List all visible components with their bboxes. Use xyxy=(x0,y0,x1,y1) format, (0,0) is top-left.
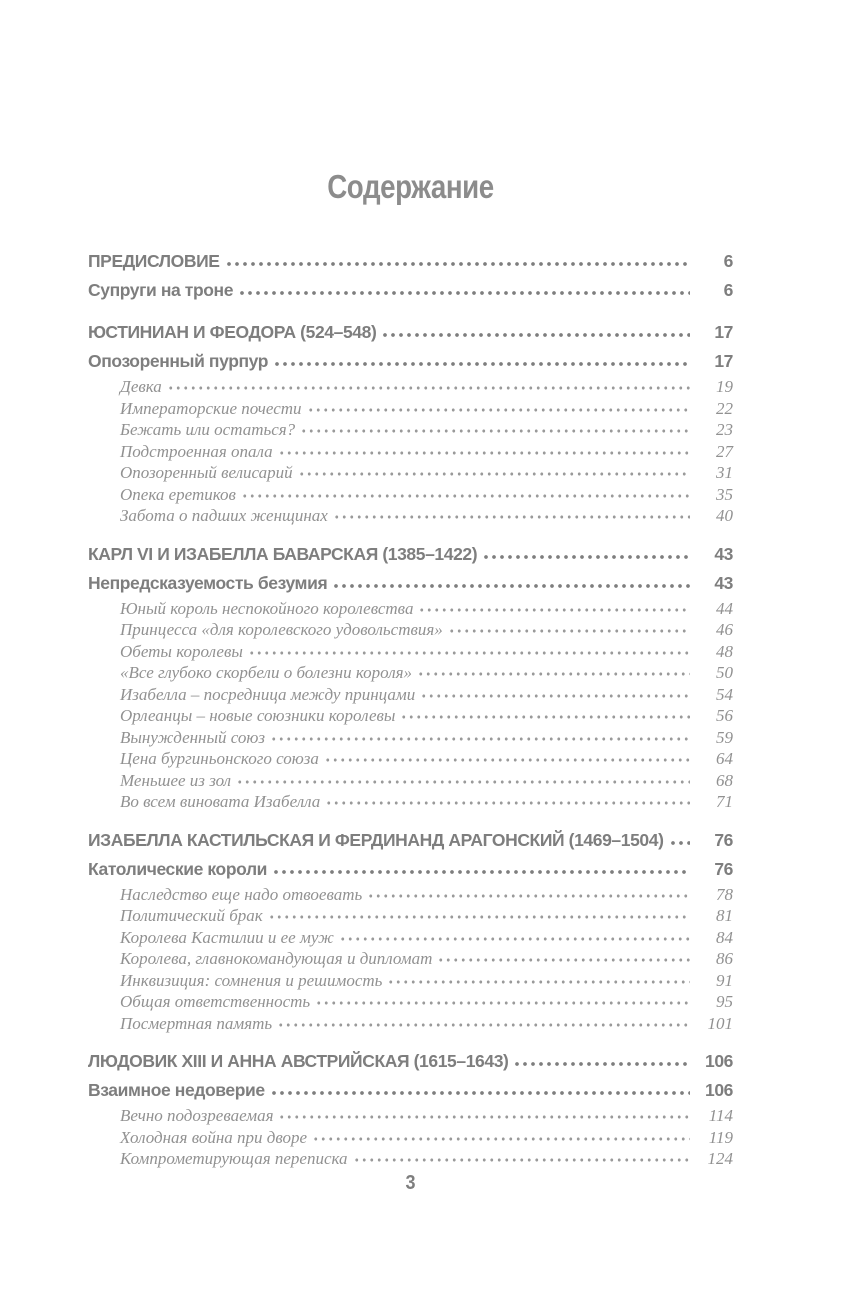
toc-entry xyxy=(88,855,733,884)
toc-entry xyxy=(88,347,733,376)
dot-leader xyxy=(669,826,690,855)
toc-entry xyxy=(88,619,733,641)
toc-entry-page: 23 xyxy=(716,420,733,439)
toc-entry xyxy=(88,598,733,620)
dot-leader xyxy=(387,970,690,992)
toc-entry-page: 95 xyxy=(716,992,733,1011)
dot-leader xyxy=(278,1105,690,1127)
dot-leader xyxy=(367,884,690,906)
toc-entry xyxy=(88,905,733,927)
toc-entry xyxy=(88,662,733,684)
toc-entry-label: Подстроенная опала xyxy=(120,441,273,461)
dot-leader xyxy=(268,905,690,927)
toc-entry-page: 17 xyxy=(714,322,733,342)
toc-entry-page: 124 xyxy=(707,1149,733,1168)
toc-entry-label: Бежать или остаться? xyxy=(120,420,296,439)
toc-entry-page: 119 xyxy=(708,1127,733,1147)
toc-group xyxy=(88,318,733,527)
dot-leader xyxy=(333,505,690,527)
toc-entry xyxy=(88,419,733,441)
toc-entry-label: Политический брак xyxy=(120,906,263,925)
dot-leader xyxy=(298,462,690,484)
dot-leader xyxy=(482,540,690,569)
toc-entry-label: Общая ответственность xyxy=(120,992,311,1011)
dot-leader xyxy=(418,598,690,620)
toc-entry-label: Обеты королевы xyxy=(120,641,243,661)
toc-entry xyxy=(88,1047,733,1076)
dot-leader xyxy=(513,1047,690,1076)
dot-leader xyxy=(437,948,690,970)
toc-entry-label: ЮСТИНИАН И ФЕОДОРА (524–548) xyxy=(88,322,377,342)
dot-leader xyxy=(278,441,690,463)
dot-leader xyxy=(277,1013,690,1035)
toc-entry-label: «Все глубоко скорбели о болезни короля» xyxy=(120,663,413,682)
page-number: 3 xyxy=(405,1172,416,1194)
dot-leader xyxy=(270,1076,690,1105)
toc-entry-page: 43 xyxy=(714,543,733,564)
toc-entry-label: Во всем виновата Изабелла xyxy=(120,792,321,811)
toc-entry-page: 43 xyxy=(714,572,733,593)
toc-entry-label: Инквизиция: сомнения и решимость xyxy=(120,970,383,990)
toc-entry-page: 114 xyxy=(708,1106,733,1125)
toc-entry xyxy=(88,748,733,770)
toc-entry xyxy=(88,1105,733,1127)
toc-entry-page: 84 xyxy=(716,927,733,947)
toc-entry-label: Компрометирующая переписка xyxy=(120,1149,348,1168)
dot-leader xyxy=(307,398,690,420)
dot-leader xyxy=(400,705,690,727)
toc-entry-label: ПРЕДИСЛОВИЕ xyxy=(88,251,220,271)
dot-leader xyxy=(225,247,690,276)
toc-entry xyxy=(88,247,733,276)
toc-entry xyxy=(88,441,733,463)
toc-group xyxy=(88,826,733,1035)
toc-entry xyxy=(88,1013,733,1035)
toc-entry-page: 86 xyxy=(716,949,733,968)
toc-entry xyxy=(88,970,733,992)
dot-leader xyxy=(272,855,690,884)
toc-entry-page: 19 xyxy=(716,377,733,396)
toc-entry xyxy=(88,1127,733,1149)
toc-entry xyxy=(88,826,733,855)
dot-leader xyxy=(241,484,690,506)
toc-entry-page: 76 xyxy=(714,829,733,850)
toc-entry-page: 76 xyxy=(714,858,733,879)
toc-entry-page: 46 xyxy=(716,620,733,639)
toc-entry-label: Супруги на троне xyxy=(88,280,234,300)
toc-entry-label: Юный король неспокойного королевства xyxy=(120,598,414,618)
toc-entry-label: Опозоренный велисарий xyxy=(120,463,293,482)
toc-entry-label: Королева Кастилии и ее муж xyxy=(120,927,334,947)
toc-entry-label: Меньшее из зол xyxy=(120,770,232,790)
toc-entry-page: 31 xyxy=(716,463,733,482)
toc-entry-label: Взаимное недоверие xyxy=(88,1080,265,1100)
toc-entry-label: Опека еретиков xyxy=(120,484,236,504)
toc-entry xyxy=(88,398,733,420)
toc-entry-page: 71 xyxy=(716,792,733,811)
dot-leader xyxy=(324,748,690,770)
dot-leader xyxy=(315,991,690,1013)
dot-leader xyxy=(300,419,690,441)
toc-entry xyxy=(88,641,733,663)
toc-entry-page: 22 xyxy=(716,398,733,418)
dot-leader xyxy=(236,770,690,792)
dot-leader xyxy=(273,347,690,376)
toc-entry xyxy=(88,727,733,749)
toc-entry-page: 44 xyxy=(716,598,733,618)
toc-entry-page: 54 xyxy=(716,684,733,704)
toc-entry xyxy=(88,484,733,506)
toc-entry-label: Наследство еще надо отвоевать xyxy=(120,884,363,904)
toc-entry-label: Вечно подозреваемая xyxy=(120,1106,274,1125)
toc-entry xyxy=(88,376,733,398)
toc-entry-label: Непредсказуемость безумия xyxy=(88,572,328,593)
toc-entry-page: 101 xyxy=(707,1013,733,1033)
toc-entry-page: 6 xyxy=(723,280,733,300)
dot-leader xyxy=(238,276,690,305)
toc-entry-page: 106 xyxy=(705,1051,733,1071)
toc-entry-page: 81 xyxy=(716,906,733,925)
toc-entry-page: 6 xyxy=(723,251,733,271)
page-title: Содержание xyxy=(327,168,494,205)
toc-entry-page: 106 xyxy=(705,1080,733,1100)
toc-entry-page: 91 xyxy=(716,970,733,990)
dot-leader xyxy=(270,727,690,749)
dot-leader xyxy=(248,641,690,663)
toc-entry-label: Холодная война при дворе xyxy=(120,1127,308,1147)
toc-entry-label: Опозоренный пурпур xyxy=(88,351,269,371)
toc-entry-page: 68 xyxy=(716,770,733,790)
toc-entry xyxy=(88,791,733,813)
toc-entry xyxy=(88,569,733,598)
toc-entry-label: КАРЛ VI И ИЗАБЕЛЛА БАВАРСКАЯ (1385–1422) xyxy=(88,543,478,564)
toc-group xyxy=(88,540,733,813)
dot-leader xyxy=(167,376,690,398)
toc-list xyxy=(88,247,733,1183)
toc-entry-label: Посмертная память xyxy=(120,1013,273,1033)
toc-entry xyxy=(88,276,733,305)
toc-entry xyxy=(88,540,733,569)
toc-entry-label: Католические короли xyxy=(88,858,268,879)
dot-leader xyxy=(417,662,690,684)
toc-group xyxy=(88,247,733,305)
toc-entry-page: 59 xyxy=(716,727,733,747)
toc-entry-label: Принцесса «для королевского удовольствия» xyxy=(120,620,443,639)
dot-leader xyxy=(325,791,690,813)
toc-entry xyxy=(88,705,733,727)
toc-entry xyxy=(88,462,733,484)
dot-leader xyxy=(312,1127,690,1149)
dot-leader xyxy=(381,318,690,347)
dot-leader xyxy=(339,927,690,949)
toc-entry-label: Вынужденный союз xyxy=(120,727,265,747)
toc-entry-label: Цена бургиньонского союза xyxy=(120,749,319,768)
toc-entry-page: 17 xyxy=(714,351,733,371)
toc-entry xyxy=(88,884,733,906)
toc-entry-page: 64 xyxy=(716,749,733,768)
toc-group xyxy=(88,1047,733,1170)
dot-leader xyxy=(353,1148,690,1170)
toc-entry-page: 50 xyxy=(716,663,733,682)
toc-entry-page: 40 xyxy=(716,506,733,525)
toc-entry-label: Изабелла – посредница между принцами xyxy=(120,684,416,704)
toc-entry-page: 56 xyxy=(716,706,733,725)
toc-entry-page: 35 xyxy=(716,484,733,504)
toc-entry-label: Орлеанцы – новые союзники королевы xyxy=(120,706,396,725)
toc-entry xyxy=(88,505,733,527)
toc-entry-label: Девка xyxy=(120,377,162,396)
toc-entry-page: 78 xyxy=(716,884,733,904)
toc-entry-page: 27 xyxy=(716,441,733,461)
dot-leader xyxy=(448,619,690,641)
toc-entry xyxy=(88,318,733,347)
toc-entry-label: Забота о падших женщинах xyxy=(120,506,328,525)
toc-entry xyxy=(88,684,733,706)
toc-entry xyxy=(88,1076,733,1105)
toc-entry-page: 48 xyxy=(716,641,733,661)
toc-entry xyxy=(88,1148,733,1170)
toc-entry-label: ИЗАБЕЛЛА КАСТИЛЬСКАЯ И ФЕРДИНАНД АРАГОНСКИЙ (1469–1504) xyxy=(88,829,664,850)
dot-leader xyxy=(420,684,690,706)
toc-entry-label: Королева, главнокомандующая и дипломат xyxy=(120,949,433,968)
dot-leader xyxy=(332,569,690,598)
toc-entry xyxy=(88,927,733,949)
toc-entry xyxy=(88,948,733,970)
toc-entry xyxy=(88,770,733,792)
toc-entry xyxy=(88,991,733,1013)
toc-entry-label: ЛЮДОВИК XIII И АННА АВСТРИЙСКАЯ (1615–1643) xyxy=(88,1051,509,1071)
toc-entry-label: Императорские почести xyxy=(120,398,302,418)
